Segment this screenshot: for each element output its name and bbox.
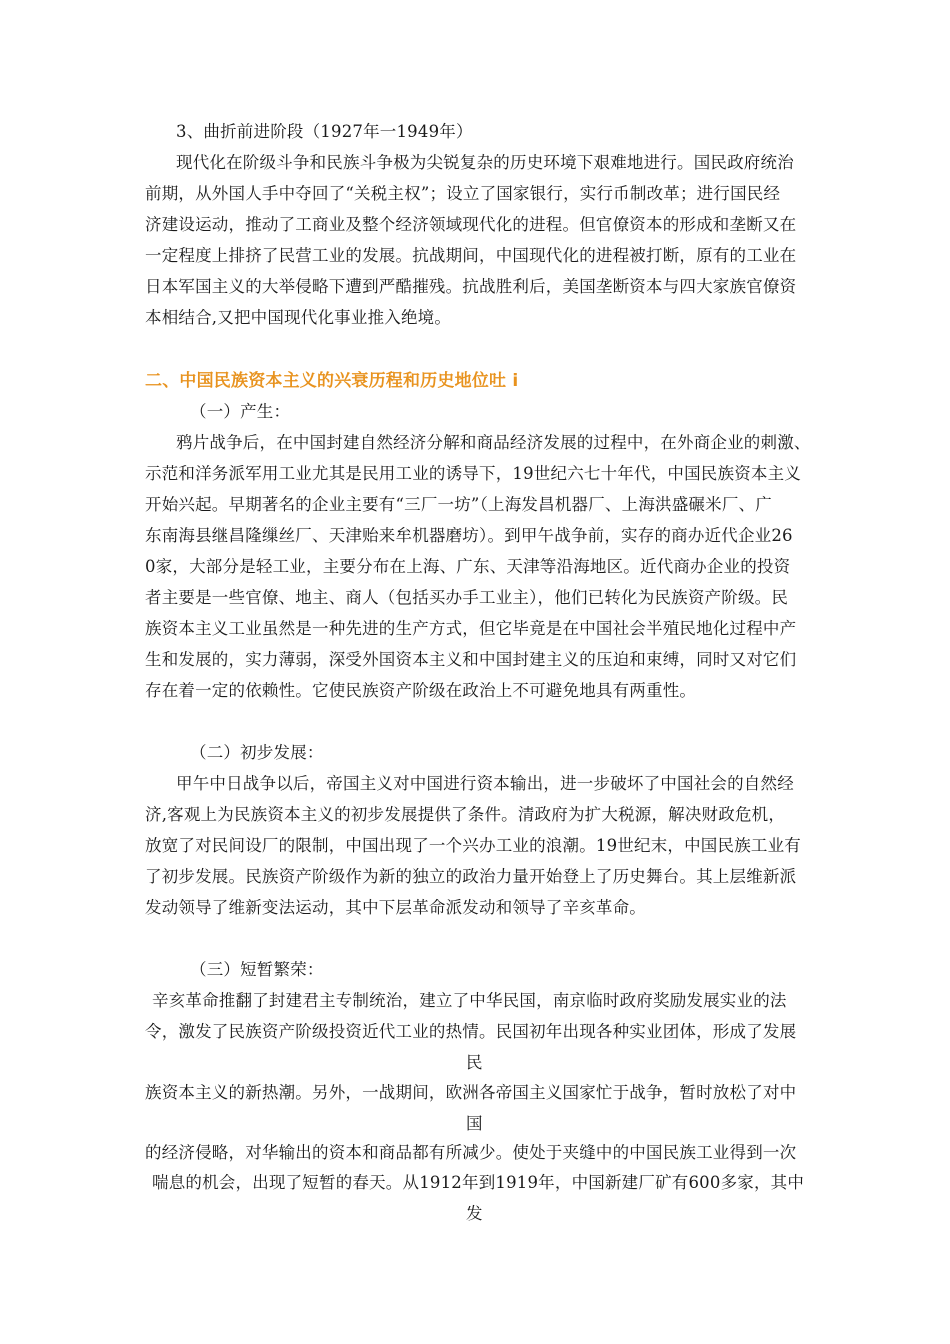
paragraph-line: 国	[466, 1114, 483, 1133]
paragraph-line: 族资本主义的新热潮。另外，一战期间，欧洲各帝国主义国家忙于战争，暂时放松了对中	[145, 1083, 797, 1102]
paragraph-line: 者主要是一些官僚、地主、商人（包括买办手工业主），他们已转化为民族资产阶级。民	[145, 588, 789, 607]
paragraph-line: 辛亥革命推翻了封建君主专制统治，建立了中华民国，南京临时政府奖励发展实业的法	[152, 991, 787, 1010]
paragraph-line: 开始兴起。早期著名的企业主要有“三厂一坊”（上海发昌机器厂、上海洪盛碾米厂、广	[145, 495, 772, 514]
paragraph-line: 现代化在阶级斗争和民族斗争极为尖锐复杂的历史环境下艰难地进行。国民政府统治	[176, 153, 794, 172]
paragraph-line: 东南海县继昌隆缫丝厂、天津贻来牟机器磨坊）。到甲午战争前，实存的商办近代企业26	[145, 526, 793, 545]
section-title: 3、曲折前进阶段（1927年一1949年）	[176, 122, 473, 141]
subsection-title: （二）初步发展：	[190, 743, 324, 762]
paragraph-line: 存在着一定的依赖性。它使民族资产阶级在政治上不可避免地具有两重性。	[145, 681, 697, 700]
paragraph-line: 济建设运动，推动了工商业及整个经济领域现代化的进程。但官僚资本的形成和垄断又在	[145, 215, 797, 234]
paragraph-line: 了初步发展。民族资产阶级作为新的独立的政治力量开始登上了历史舞台。其上层维新派	[145, 867, 797, 886]
paragraph-line: 生和发展的，实力薄弱，深受外国资本主义和中国封建主义的压迫和束缚，同时又对它们	[145, 650, 797, 669]
paragraph-line: 前期，从外国人手中夺回了“关税主权”；设立了国家银行，实行币制改革；进行国民经	[145, 184, 781, 203]
paragraph-line: 族资本主义工业虽然是一种先进的生产方式，但它毕竟是在中国社会半殖民地化过程中产	[145, 619, 797, 638]
paragraph-line: 济,客观上为民族资本主义的初步发展提供了条件。清政府为扩大税源，解决财政危机，	[145, 805, 786, 824]
paragraph-line: 鸦片战争后，在中国封建自然经济分解和商品经济发展的过程中，在外商企业的刺激、	[176, 433, 811, 452]
paragraph-line: 令，激发了民族资产阶级投资近代工业的热情。民国初年出现各种实业团体，形成了发展	[145, 1022, 797, 1041]
paragraph-line: 一定程度上排挤了民营工业的发展。抗战期间，中国现代化的进程被打断，原有的工业在	[145, 246, 797, 265]
paragraph-line: 甲午中日战争以后，帝国主义对中国进行资本输出，进一步破坏了中国社会的自然经	[176, 774, 794, 793]
subsection-title: （三）短暂繁荣：	[190, 960, 324, 979]
paragraph-line: 日本军国主义的大举侵略下遭到严酷摧残。抗战胜利后，美国垄断资本与四大家族官僚资	[145, 277, 797, 296]
paragraph-line: 民	[466, 1053, 483, 1072]
paragraph-line: 喘息的机会，出现了短暂的春天。从1912年到1919年，中国新建厂矿有600多家，其中	[152, 1173, 805, 1192]
paragraph-line: 放宽了对民间设厂的限制，中国出现了一个兴办工业的浪潮。19世纪末，中国民族工业有	[145, 836, 801, 855]
paragraph-line: 发	[466, 1204, 483, 1223]
part-heading: 二、中国民族资本主义的兴衰历程和历史地位吐 i	[145, 371, 519, 391]
paragraph-line: 本相结合,又把中国现代化事业推入绝境。	[145, 308, 452, 327]
paragraph-line: 发动领导了维新变法运动，其中下层革命派发动和领导了辛亥革命。	[145, 898, 646, 917]
paragraph-line: 示范和洋务派军用工业尤其是民用工业的诱导下，19世纪六七十年代，中国民族资本主义	[145, 464, 801, 483]
paragraph-line: 0家，大部分是轻工业，主要分布在上海、广东、天津等沿海地区。近代商办企业的投资	[145, 557, 791, 576]
paragraph-line: 的经济侵略，对华输出的资本和商品都有所减少。使处于夹缝中的中国民族工业得到一次	[145, 1143, 797, 1162]
subsection-title: （一）产生：	[190, 402, 291, 421]
